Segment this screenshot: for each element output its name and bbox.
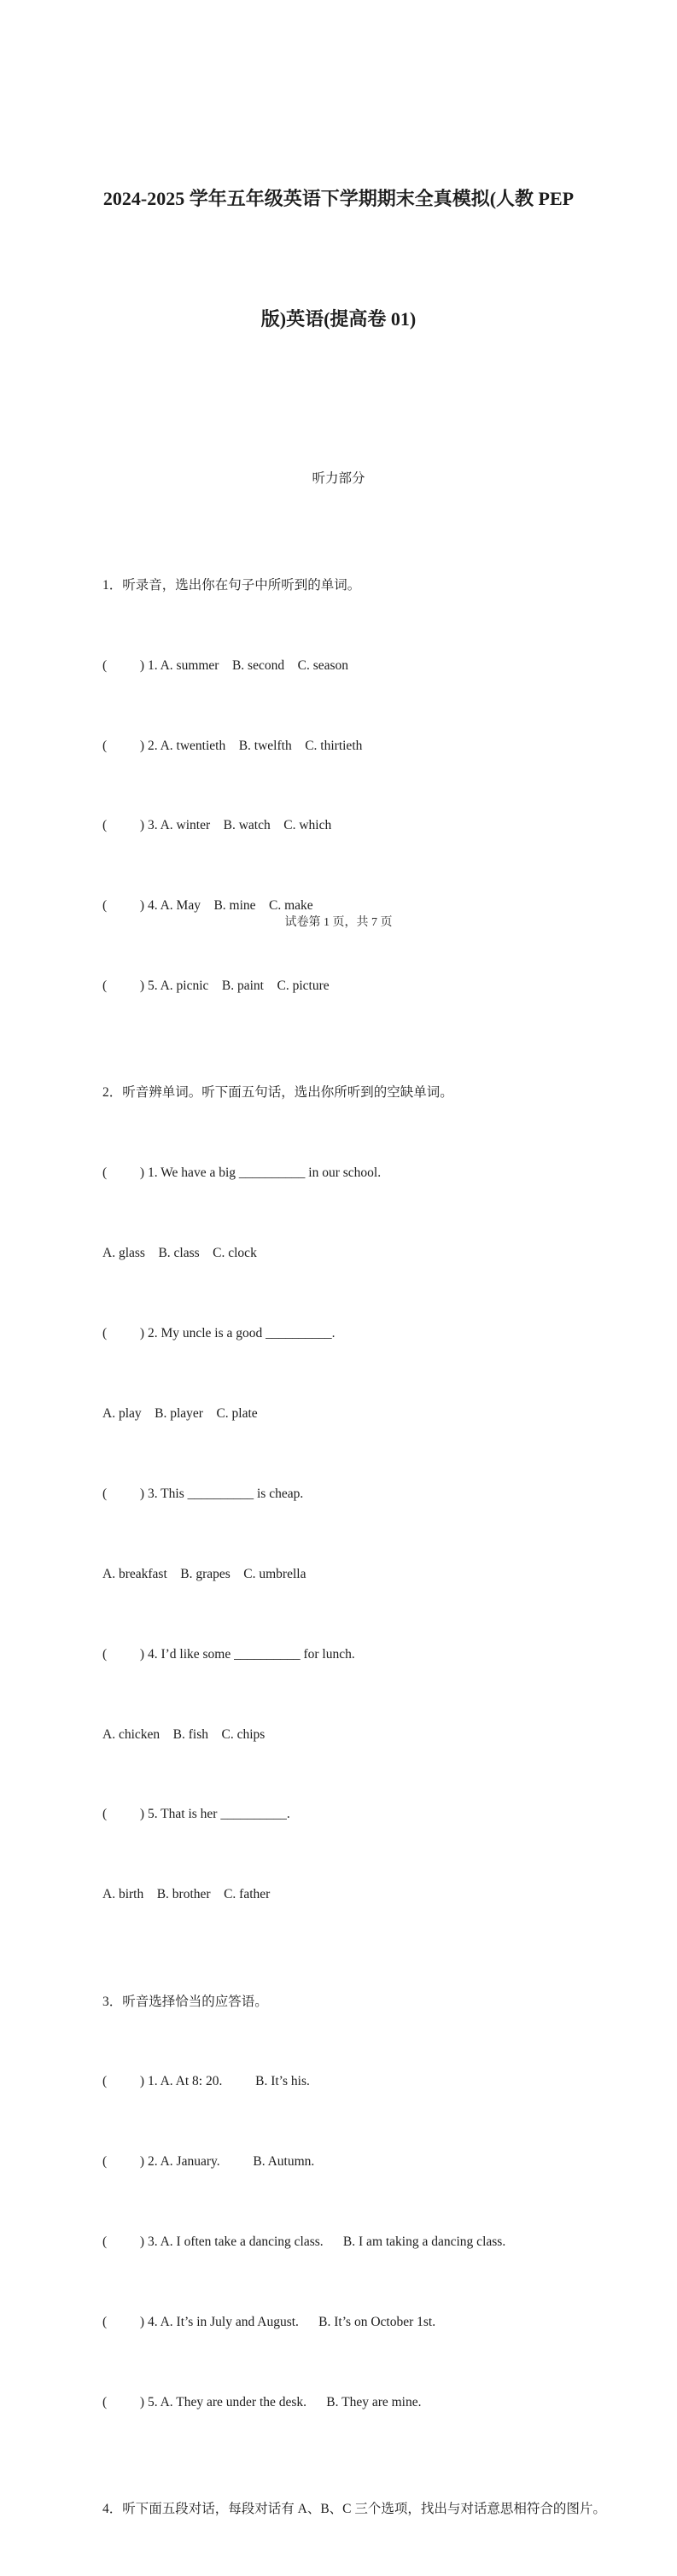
- question-line: ( ) 2. A. January. B. Autumn.: [102, 2154, 315, 2170]
- question-line: ( ) 2. A. twentieth B. twelfth C. thirtieth: [102, 738, 363, 753]
- question-line: ( ) 3. A. winter B. watch C. which: [102, 818, 332, 833]
- section-4-heading: 4．听下面五段对话，每段对话有 A、B、C 三个选项，找出与对话意思相符合的图片。: [102, 2502, 606, 2517]
- question-line: ( ) 4. I’d like some __________ for lunch.: [102, 1646, 355, 1662]
- question-line: ( ) 1. A. At 8: 20. B. It’s his.: [102, 2074, 310, 2089]
- page-footer: 试卷第 1 页，共 7 页: [284, 916, 393, 929]
- question-line: ( ) 2. My uncle is a good __________.: [102, 1326, 336, 1341]
- question-line: ( ) 5. A. They are under the desk. B. They are mine.: [102, 2394, 422, 2410]
- part-header-listening: 听力部分: [312, 470, 365, 486]
- options-line: A. glass B. class C. clock: [102, 1246, 257, 1261]
- question-line: ( ) 1. A. summer B. second C. season: [102, 657, 349, 673]
- question-line: ( ) 3. A. I often take a dancing class. B. I am taking a dancing class.: [102, 2234, 506, 2250]
- section-2-heading: 2．听音辨单词。听下面五句话，选出你所听到的空缺单词。: [102, 1085, 453, 1101]
- question-line: ( ) 5. A. picnic B. paint C. picture: [102, 978, 330, 994]
- question-line: ( ) 4. A. May B. mine C. make: [102, 898, 313, 914]
- question-line: ( ) 3. This __________ is cheap.: [102, 1486, 304, 1501]
- question-line: ( ) 5. That is her __________.: [102, 1807, 290, 1822]
- section-1-heading: 1．听录音，选出你在句子中所听到的单词。: [102, 577, 361, 593]
- question-line: ( ) 4. A. It’s in July and August. B. It’s on October 1st.: [102, 2315, 436, 2330]
- question-line: ( ) 1. We have a big __________ in our school.: [102, 1165, 382, 1181]
- section-3-heading: 3．听音选择恰当的应答语。: [102, 1994, 268, 2009]
- options-line: A. breakfast B. grapes C. umbrella: [102, 1566, 306, 1581]
- exam-title-line1: 2024-2025 学年五年级英语下学期期末全真模拟(人教 PEP: [102, 188, 575, 209]
- options-line: A. chicken B. fish C. chips: [102, 1726, 266, 1742]
- options-line: A. birth B. brother C. father: [102, 1887, 271, 1902]
- exam-title: [0, 0, 677, 419]
- exam-body: [0, 412, 677, 2576]
- options-line: A. play B. player C. plate: [102, 1405, 258, 1421]
- exam-title-line2: 版)英语(提高卷 01): [260, 308, 417, 330]
